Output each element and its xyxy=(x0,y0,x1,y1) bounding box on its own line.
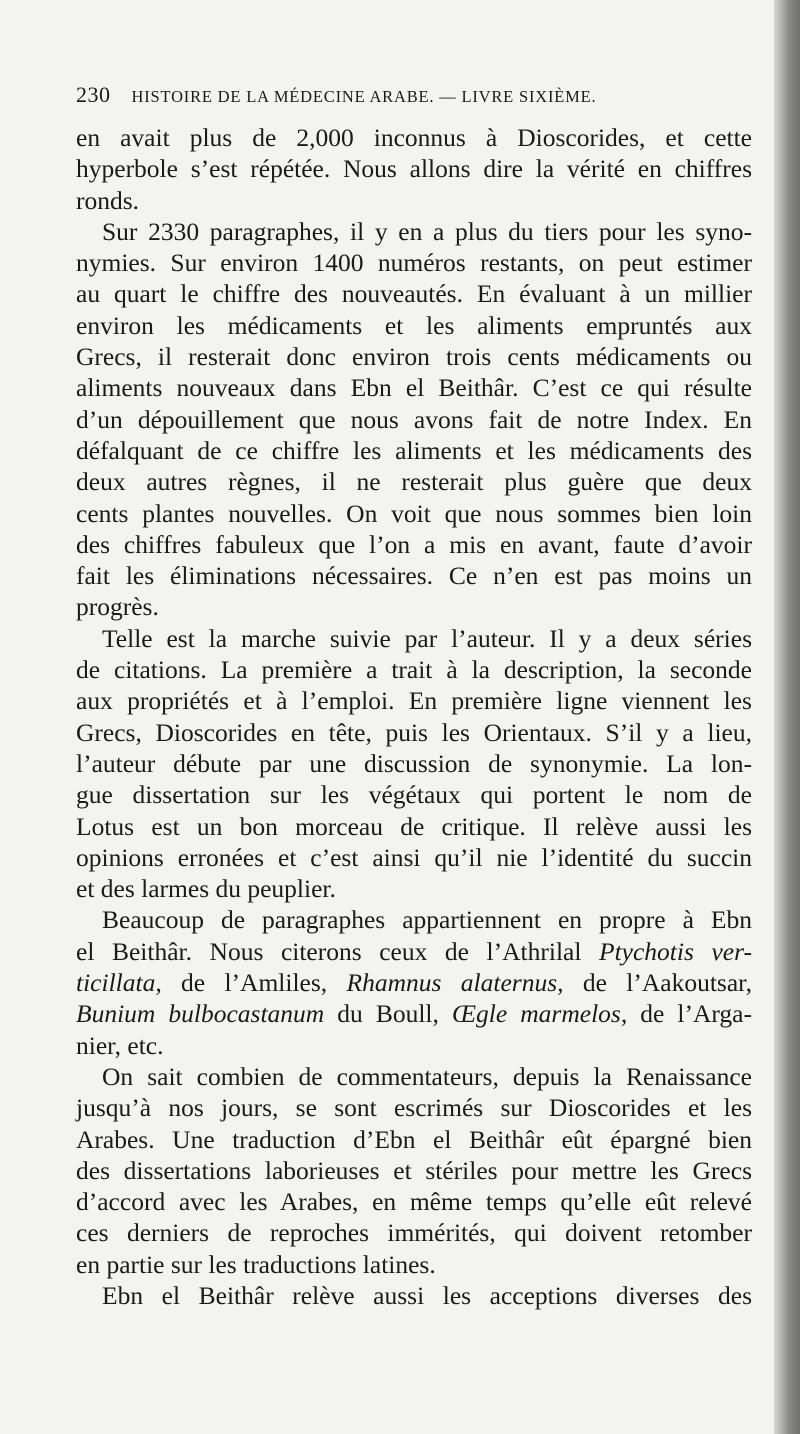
text-segment: ces derniers de reproches immérités, qui doivent retomber xyxy=(76,1218,752,1248)
text-line xyxy=(76,873,752,904)
text-line xyxy=(76,1217,752,1248)
text-segment: el Beithâr. Nous citerons ceux de l’Athrilal xyxy=(76,936,599,966)
italic-term: Bunium bulbocastanum xyxy=(76,999,325,1029)
text-segment: ronds. xyxy=(76,185,140,215)
text-segment: de l’Arga- xyxy=(627,999,752,1029)
text-segment: cents plantes nouvelles. On voit que nous sommes bien loin xyxy=(76,498,752,528)
running-header xyxy=(76,82,756,108)
text-line xyxy=(76,1030,752,1061)
text-segment: des chiffres fabuleux que l’on a mis en avant, faute d’avoir xyxy=(76,529,752,559)
text-segment: d’accord avec les Arabes, en même temps qu’elle eût relevé xyxy=(76,1187,752,1217)
text-line xyxy=(76,842,752,873)
text-line xyxy=(76,1155,752,1186)
text-line xyxy=(76,122,752,153)
text-segment: de l’Amliles, xyxy=(161,968,347,998)
text-segment: en partie sur les traductions latines. xyxy=(76,1249,436,1279)
text-line xyxy=(76,717,752,748)
text-segment: opinions erronées et c’est ainsi qu’il nie l’identité du succin xyxy=(76,842,752,872)
text-segment: et des larmes du peuplier. xyxy=(76,874,336,904)
text-line xyxy=(76,498,752,529)
text-segment: de citations. La première a trait à la description, la seconde xyxy=(76,655,752,685)
text-line xyxy=(76,1092,752,1123)
text-line xyxy=(76,372,752,403)
italic-term: ticillata, xyxy=(76,968,162,998)
text-segment: Lotus est un bon morceau de critique. Il relève aussi les xyxy=(76,811,752,841)
text-segment: Telle est la marche suivie par l’auteur. Il y a deux séries xyxy=(102,623,752,653)
text-line xyxy=(76,654,752,685)
italic-term: Rhamnus alaternus, xyxy=(346,968,564,998)
text-line xyxy=(76,466,752,497)
text-segment: nier, etc. xyxy=(76,1030,164,1060)
text-line xyxy=(76,685,752,716)
text-segment: fait les éliminations nécessaires. Ce n’en est pas moins un xyxy=(76,561,752,591)
text-line xyxy=(76,779,752,810)
text-segment: en avait plus de 2,000 inconnus à Dioscorides, et cette xyxy=(76,123,752,152)
text-line xyxy=(76,811,752,842)
text-segment: Sur 2330 paragraphes, il y en a plus du tiers pour les syno- xyxy=(102,216,752,246)
text-segment: progrès. xyxy=(76,592,159,622)
text-line xyxy=(76,1249,752,1280)
running-title: HISTOIRE DE LA MÉDECINE ARABE. — LIVRE SIXIÈME. xyxy=(131,87,597,106)
text-line xyxy=(76,748,752,779)
text-segment: Grecs, Dioscorides en tête, puis les Orientaux. S’il y a lieu, xyxy=(76,717,752,747)
text-line xyxy=(76,1061,752,1092)
text-segment: environ les médicaments et les aliments empruntés aux xyxy=(76,310,752,340)
text-segment: aux propriétés et à l’emploi. En première ligne viennent les xyxy=(76,686,752,716)
text-segment: On sait combien de commentateurs, depuis la Renaissance xyxy=(102,1061,752,1091)
text-line xyxy=(76,967,752,998)
text-line xyxy=(76,310,752,341)
text-segment: Grecs, il resterait donc environ trois cents médicaments ou xyxy=(76,342,752,372)
text-segment: nymies. Sur environ 1400 numéros restants, on peut estimer xyxy=(76,248,752,278)
text-segment: l’auteur débute par une discussion de synonymie. La lon- xyxy=(76,748,752,778)
italic-term: Œgle marmelos, xyxy=(451,999,628,1029)
text-segment: gue dissertation sur les végétaux qui portent le nom de xyxy=(76,780,752,810)
text-segment: Beaucoup de paragraphes appartiennent en propre à Ebn xyxy=(102,905,752,935)
text-line xyxy=(76,1186,752,1217)
text-segment: jusqu’à nos jours, se sont escrimés sur Dioscorides et les xyxy=(76,1093,752,1123)
text-line xyxy=(76,904,752,935)
text-line xyxy=(76,153,752,184)
text-line xyxy=(76,435,752,466)
text-segment: des dissertations laborieuses et stériles pour mettre les Grecs xyxy=(76,1155,752,1185)
text-line xyxy=(76,247,752,278)
page-edge-shadow xyxy=(774,0,800,1434)
text-segment: Arabes. Une traduction d’Ebn el Beithâr eût épargné bien xyxy=(76,1124,752,1154)
text-line xyxy=(76,560,752,591)
text-line xyxy=(76,591,752,622)
text-line xyxy=(76,623,752,654)
italic-term: Ptychotis ver- xyxy=(599,936,752,966)
text-segment: au quart le chiffre des nouveautés. En évaluant à un millier xyxy=(76,279,752,309)
text-segment: défalquant de ce chiffre les aliments et les médicaments des xyxy=(76,435,752,465)
text-segment: Ebn el Beithâr relève aussi les acceptions diverses des xyxy=(102,1280,752,1310)
text-line xyxy=(76,529,752,560)
text-segment: d’un dépouillement que nous avons fait de notre Index. En xyxy=(76,404,752,434)
text-line xyxy=(76,1280,752,1311)
text-segment: hyperbole s’est répétée. Nous allons dire la vérité en chiffres xyxy=(76,154,752,184)
text-line xyxy=(76,278,752,309)
text-line xyxy=(76,216,752,247)
text-line xyxy=(76,936,752,967)
text-line xyxy=(76,185,752,216)
page-number: 230 xyxy=(76,82,111,107)
text-line xyxy=(76,998,752,1029)
body-text xyxy=(76,122,752,1311)
text-line xyxy=(76,341,752,372)
text-segment: du Boull, xyxy=(324,999,452,1029)
text-line xyxy=(76,404,752,435)
text-segment: deux autres règnes, il ne resterait plus guère que deux xyxy=(76,467,752,497)
text-segment: aliments nouveaux dans Ebn el Beithâr. C’est ce qui résulte xyxy=(76,373,752,403)
text-segment: de l’Aakoutsar, xyxy=(563,968,752,998)
text-line xyxy=(76,1124,752,1155)
